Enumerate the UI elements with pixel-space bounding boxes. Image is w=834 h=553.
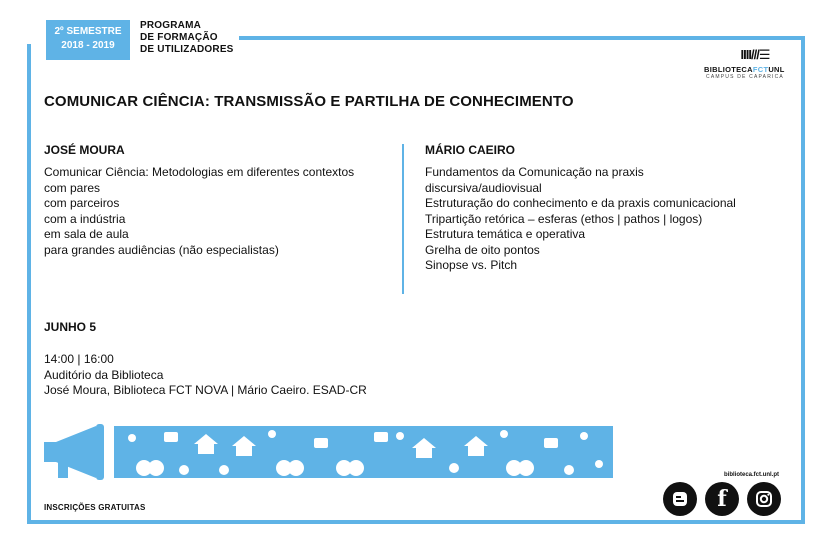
topic-item: Grelha de oito pontos xyxy=(425,242,540,257)
speaker-name-right: MÁRIO CAEIRO xyxy=(425,143,515,157)
session-place: Auditório da Biblioteca xyxy=(44,367,164,382)
topic-item: com parceiros xyxy=(44,196,120,210)
topic-item: Tripartição retórica – esferas (ethos | pathos | logos) xyxy=(425,211,703,226)
logo-word-b: FCT xyxy=(752,65,769,74)
topics-right xyxy=(425,165,736,274)
topic-item: com pares xyxy=(44,180,101,195)
semester-years: 2018 - 2019 xyxy=(61,40,115,51)
topic-item: Comunicar Ciência: Metodologias em diferentes contextos xyxy=(44,165,355,179)
topic-item: Estruturação do conhecimento e da praxis comunicacional xyxy=(425,196,736,210)
program-line: DE UTILIZADORES xyxy=(140,44,234,55)
logo-wordmark xyxy=(704,65,786,74)
semester-label: 2º SEMESTRE xyxy=(54,26,122,37)
topics-left xyxy=(44,165,354,258)
topic-item: com a indústria xyxy=(44,211,126,226)
logo-word-c: UNL xyxy=(768,65,785,74)
session-details xyxy=(44,352,367,399)
program-title xyxy=(140,20,234,56)
program-line: PROGRAMA xyxy=(140,20,202,31)
facebook-icon[interactable]: f xyxy=(705,482,739,516)
megaphone-icon xyxy=(44,424,104,480)
topic-item: Fundamentos da Comunicação na praxis xyxy=(425,165,644,179)
session-time: 14:00 | 16:00 xyxy=(44,352,114,366)
blogger-icon[interactable] xyxy=(663,482,697,516)
logo-word-a: BIBLIOTECA xyxy=(704,65,753,74)
session-date: JUNHO 5 xyxy=(44,320,97,334)
semester-badge xyxy=(46,20,130,60)
library-logo xyxy=(704,47,786,83)
communication-banner xyxy=(44,424,613,480)
topic-item: Estrutura temática e operativa xyxy=(425,227,586,241)
free-registration-note: INSCRIÇÕES GRATUITAS xyxy=(44,503,146,512)
logo-mark: IIII///☰ xyxy=(740,47,770,62)
topic-item: para grandes audiências (não especialistas) xyxy=(44,242,279,257)
website-link[interactable]: biblioteca.fct.unl.pt xyxy=(724,472,779,478)
logo-campus: CAMPUS DE CAPARICA xyxy=(706,74,784,80)
instagram-icon[interactable] xyxy=(747,482,781,516)
session-speakers: José Moura, Biblioteca FCT NOVA | Mário Caeiro. ESAD-CR xyxy=(44,383,367,397)
column-divider xyxy=(402,144,404,294)
speaker-name-left: JOSÉ MOURA xyxy=(44,143,125,157)
page-title: COMUNICAR CIÊNCIA: TRANSMISSÃO E PARTILHA DE CONHECIMENTO xyxy=(44,93,574,110)
topic-item: Sinopse vs. Pitch xyxy=(425,258,518,272)
topic-item: discursiva/audiovisual xyxy=(425,180,542,195)
program-line: DE FORMAÇÃO xyxy=(140,32,218,43)
frame-bottom-line xyxy=(27,520,805,524)
topic-item: em sala de aula xyxy=(44,227,129,241)
